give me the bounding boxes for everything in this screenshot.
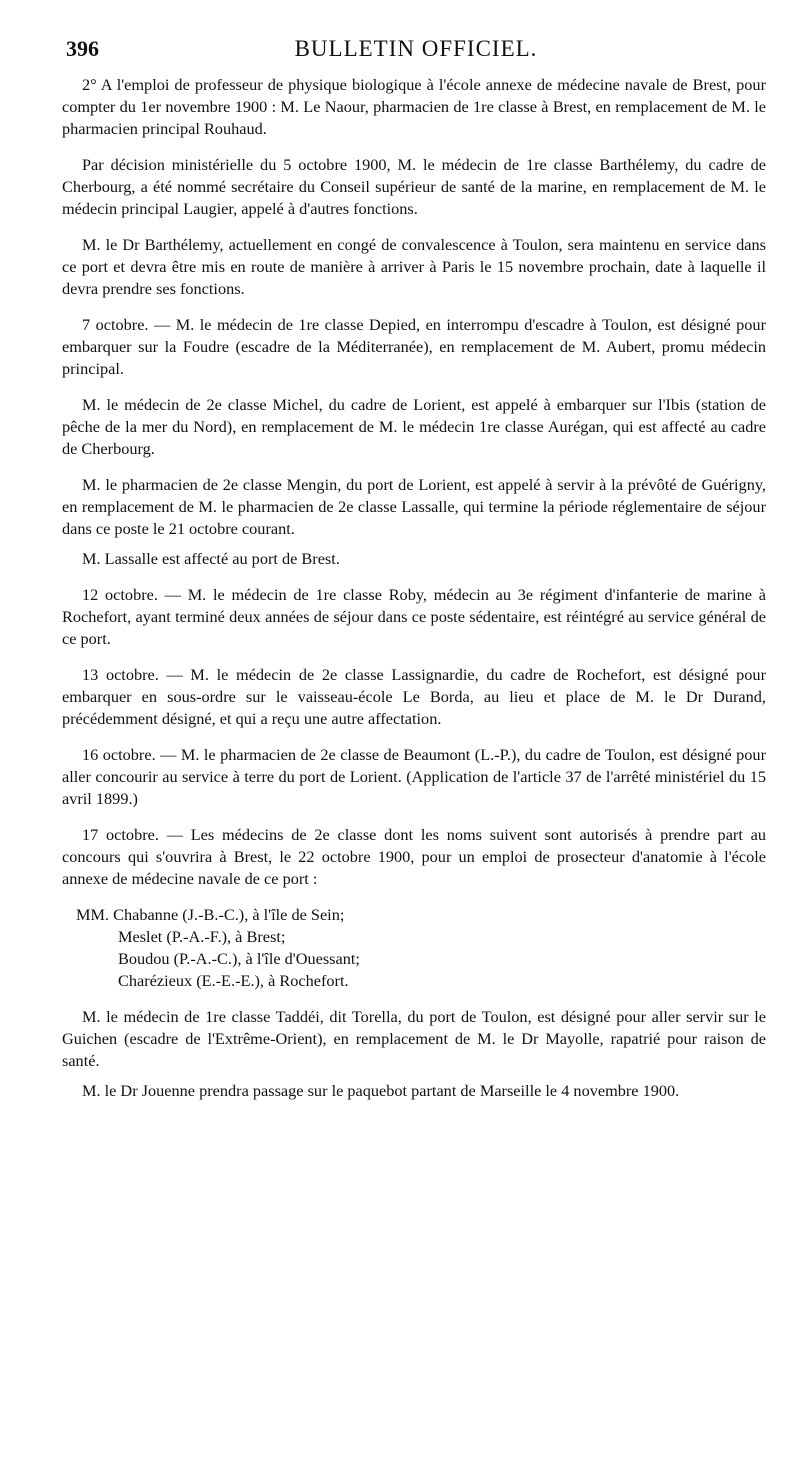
- paragraph-michel-ibis: M. le médecin de 2e classe Michel, du cadre de Lorient, est appelé à embarquer sur l'Ibis (station de pêche de la mer du Nord), en remplacement de M. le médecin 1re classe Aurégan, qui est affecté au cadre de Cherbourg.: [62, 395, 766, 458]
- page-number: 396: [66, 36, 99, 61]
- paragraph-barthelemy-conge: M. le Dr Barthélemy, actuellement en congé de convalescence à Toulon, sera maintenu en service dans ce port et devra être mis en route de manière à arriver à Paris le 15 novembre prochain, date à laquelle il devra prendre ses fonctions.: [62, 235, 766, 298]
- running-title: BULLETIN OFFICIEL.: [294, 36, 538, 61]
- page-header: [66, 36, 766, 72]
- paragraph-taddei-guichen: M. le médecin de 1re classe Taddéi, dit Torella, du port de Toulon, est désigné pour aller servir sur le Guichen (escadre de l'Extrême-Orient), en remplacement de M. le Dr Mayolle, rapatrié pour raison de santé.: [62, 1007, 766, 1070]
- candidates-list: [62, 904, 766, 992]
- list-item: Charézieux (E.-E.-E.), à Rochefort.: [118, 971, 349, 990]
- paragraph-professeur-physique: 2° A l'emploi de professeur de physique biologique à l'école annexe de médecine navale de Brest, pour compter du 1er novembre 1900 : M. Le Naour, pharmacien de 1re classe à Brest, en remplacement de M. le pharmacien principal Rouhaud.: [62, 75, 766, 138]
- paragraph-lassalle-brest: M. Lassalle est affecté au port de Brest.: [82, 549, 340, 568]
- list-item: MM. Chabanne (J.-B.-C.), à l'île de Sein;: [76, 905, 345, 924]
- paragraph-13-octobre: 13 octobre. — M. le médecin de 2e classe Lassignardie, du cadre de Rochefort, est désigné pour embarquer en sous-ordre sur le vaisseau-école Le Borda, au lieu et place de M. le Dr Durand, précédemment désigné, et qui a reçu une autre affectation.: [62, 665, 766, 728]
- paragraph-17-octobre: 17 octobre. — Les médecins de 2e classe dont les noms suivent sont autorisés à prendre part au concours qui s'ouvrira à Brest, le 22 octobre 1900, pour un emploi de prosecteur d'anatomie à l'école annexe de médecine navale de ce port :: [62, 825, 766, 888]
- paragraph-mengin-guerigny: M. le pharmacien de 2e classe Mengin, du port de Lorient, est appelé à servir à la prévôté de Guérigny, en remplacement de M. le pharmacien de 2e classe Lassalle, qui termine la période réglementaire de séjour dans ce poste le 21 octobre courant.: [62, 475, 766, 538]
- paragraph-decision-5-octobre: Par décision ministérielle du 5 octobre 1900, M. le médecin de 1re classe Barthélemy, du cadre de Cherbourg, a été nommé secrétaire du Conseil supérieur de santé de la marine, en remplacement de M. le médecin principal Laugier, appelé à d'autres fonctions.: [62, 155, 766, 218]
- paragraph-jouenne-paquebot: M. le Dr Jouenne prendra passage sur le paquebot partant de Marseille le 4 novembre 1900.: [82, 1081, 680, 1100]
- paragraph-12-octobre: 12 octobre. — M. le médecin de 1re classe Roby, médecin au 3e régiment d'infanterie de marine à Rochefort, ayant terminé deux années de séjour dans ce poste sédentaire, est réintégré au service général de ce port.: [62, 585, 766, 648]
- list-item: Meslet (P.-A.-F.), à Brest;: [118, 927, 286, 946]
- paragraph-7-octobre: 7 octobre. — M. le médecin de 1re classe Depied, en interrompu d'escadre à Toulon, est désigné pour embarquer sur la Foudre (escadre de la Méditerranée), en remplacement de M. Aubert, promu médecin principal.: [62, 315, 766, 378]
- document-body: [62, 74, 766, 1116]
- list-item: Boudou (P.-A.-C.), à l'île d'Ouessant;: [118, 949, 360, 968]
- paragraph-16-octobre: 16 octobre. — M. le pharmacien de 2e classe de Beaumont (L.-P.), du cadre de Toulon, est désigné pour aller concourir au service à terre du port de Lorient. (Application de l'article 37 de l'arrêté ministériel du 15 avril 1899.): [62, 745, 766, 808]
